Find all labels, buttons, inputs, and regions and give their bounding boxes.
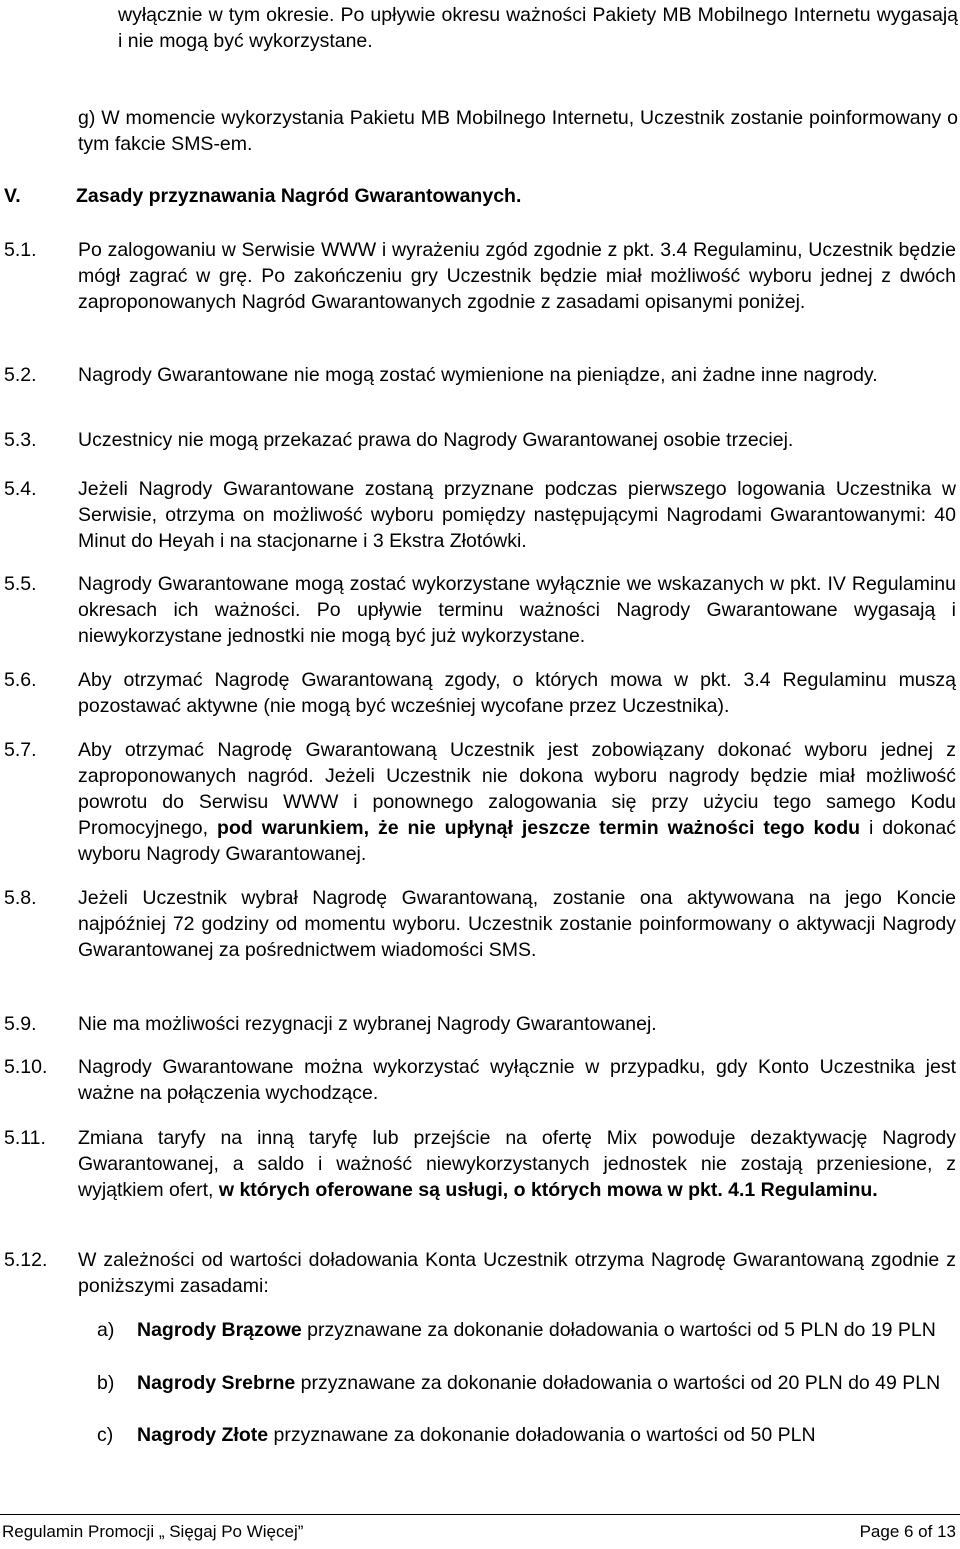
rule-text-part: Zmiana taryfy na inną taryfę lub przejście na ofertę Mix powoduje dezaktywację Nagrody Gwarantowanej, a saldo i ważność niewykorzystanych jednostek nie zostają przeniesione, z wyjątkiem ofert,	[78, 1127, 956, 1201]
prize-rule-label: c)	[97, 1424, 114, 1446]
rule-text-part: i dokonać wyboru Nagrody Gwarantowanej.	[78, 817, 957, 865]
rule-text	[78, 571, 956, 649]
prize-rule-text	[137, 1422, 956, 1448]
intro-item-g-text: g) W momencie wykorzystania Pakietu MB Mobilnego Internetu, Uczestnik zostanie poinformowany o tym fakcie SMS-em.	[78, 107, 958, 155]
rule-text-bold: w których oferowane są usługi, o których mowa w pkt. 4.1 Regulaminu.	[218, 1179, 878, 1201]
rule-text-part: Po zalogowaniu w Serwisie WWW i wyrażeniu zgód zgodnie z pkt. 3.4 Regulaminu, Uczestnik będzie mógł zagrać w grę. Po zakończeniu gry Uczestnik będzie miał możliwość wyboru jednej z dwóch zaproponowanych Nagród Gwarantowanych zgodnie z zasadami opisanymi poniżej.	[78, 239, 956, 313]
rule-text-part: Nie ma możliwości rezygnacji z wybranej Nagrody Gwarantowanej.	[78, 1013, 657, 1035]
rule-text	[78, 667, 956, 719]
rule-text	[78, 737, 956, 867]
prize-rule-item	[97, 1370, 956, 1396]
rule-number: 5.1.	[4, 239, 37, 261]
rule-item	[4, 1054, 956, 1106]
section-title: Zasady przyznawania Nagród Gwarantowanych.	[76, 185, 522, 207]
rule-number: 5.3.	[4, 429, 37, 451]
rule-item	[4, 237, 956, 315]
rule-text	[78, 1247, 956, 1299]
intro-paragraph	[118, 2, 958, 54]
intro-text: wyłącznie w tym okresie. Po upływie okresu ważności Pakiety MB Mobilnego Internetu wygasają i nie mogą być wykorzystane.	[118, 4, 958, 52]
prize-tier-name: Nagrody Złote	[137, 1424, 269, 1446]
footer-page-number: Page 6 of 13	[859, 1522, 956, 1541]
rule-number: 5.8.	[4, 887, 37, 909]
rule-item	[4, 476, 956, 554]
prize-rule-label: b)	[97, 1372, 115, 1394]
rule-item	[4, 1247, 956, 1299]
prize-rule-item	[97, 1422, 956, 1448]
prize-tier-name: Nagrody Srebrne	[137, 1372, 296, 1394]
rule-number: 5.5.	[4, 573, 37, 595]
rule-text-part: Nagrody Gwarantowane mogą zostać wykorzystane wyłącznie we wskazanych w pkt. IV Regulaminu okresach ich ważności. Po upływie terminu ważności Nagrody Gwarantowane wygasają i niewykorzystane jednostki nie mogą być już wykorzystane.	[78, 573, 956, 647]
rule-text	[78, 427, 956, 453]
rule-text	[78, 1054, 956, 1106]
intro-item-g	[78, 105, 958, 157]
rule-number: 5.2.	[4, 364, 37, 386]
rule-number: 5.4.	[4, 478, 37, 500]
footer-document-title: Regulamin Promocji „ Sięgaj Po Więcej”	[2, 1522, 304, 1541]
rule-number: 5.9.	[4, 1013, 37, 1035]
footer-divider	[0, 1514, 960, 1515]
rule-number: 5.7.	[4, 739, 37, 761]
prize-rule-description: przyznawane za dokonanie doładowania o wartości od 20 PLN do 49 PLN	[295, 1372, 941, 1394]
rule-item	[4, 1011, 956, 1037]
rule-text	[78, 237, 956, 315]
rule-item	[4, 571, 956, 649]
rule-number: 5.10.	[4, 1056, 48, 1078]
section-heading	[4, 183, 904, 209]
rule-text-part: Nagrody Gwarantowane nie mogą zostać wymienione na pieniądze, ani żadne inne nagrody.	[78, 364, 878, 386]
prize-rule-description: przyznawane za dokonanie doładowania o wartości od 50 PLN	[268, 1424, 816, 1446]
section-number: V.	[4, 185, 21, 207]
rule-text-part: Aby otrzymać Nagrodę Gwarantowaną Uczestnik jest zobowiązany dokonać wyboru jednej z zaproponowanych nagród. Jeżeli Uczestnik nie dokona wyboru nagrody będzie miał możliwość powrotu do Serwisu WWW i ponownego zalogowania się przy użyciu tego samego Kodu Promocyjnego,	[78, 739, 956, 839]
rule-item	[4, 427, 956, 453]
prize-tier-name: Nagrody Brązowe	[137, 1319, 302, 1341]
rule-item	[4, 667, 956, 719]
rule-text-part: W zależności od wartości doładowania Konta Uczestnik otrzyma Nagrodę Gwarantowaną zgodnie z poniższymi zasadami:	[78, 1249, 956, 1297]
prize-rule-text	[137, 1317, 956, 1343]
rule-text-part: Uczestnicy nie mogą przekazać prawa do Nagrody Gwarantowanej osobie trzeciej.	[78, 429, 794, 451]
rule-item	[4, 737, 956, 867]
rule-text-part: Aby otrzymać Nagrodę Gwarantowaną zgody, o których mowa w pkt. 3.4 Regulaminu muszą pozostawać aktywne (nie mogą być wcześniej wycofane przez Uczestnika).	[78, 669, 956, 717]
rule-text	[78, 476, 956, 554]
rule-text-part: Jeżeli Nagrody Gwarantowane zostaną przyznane podczas pierwszego logowania Uczestnika w Serwisie, otrzyma on możliwość wyboru pomiędzy następującymi Nagrodami Gwarantowanymi: 40 Minut do Heyah i na stacjonarne i 3 Ekstra Złotówki.	[78, 478, 956, 552]
rule-item	[4, 1125, 956, 1203]
prize-rule-text	[137, 1370, 956, 1396]
rule-text-part: Nagrody Gwarantowane można wykorzystać wyłącznie w przypadku, gdy Konto Uczestnika jest ważne na połączenia wychodzące.	[78, 1056, 956, 1104]
rule-number: 5.12.	[4, 1249, 48, 1271]
prize-rule-description: przyznawane za dokonanie doładowania o wartości od 5 PLN do 19 PLN	[301, 1319, 936, 1341]
rule-number: 5.6.	[4, 669, 37, 691]
rule-text-part: Jeżeli Uczestnik wybrał Nagrodę Gwarantowaną, zostanie ona aktywowana na jego Koncie najpóźniej 72 godziny od momentu wyboru. Uczestnik zostanie poinformowany o aktywacji Nagrody Gwarantowanej za pośrednictwem wiadomości SMS.	[78, 887, 956, 961]
rule-text	[78, 1011, 956, 1037]
rule-text	[78, 885, 956, 963]
rule-text	[78, 362, 956, 388]
rule-item	[4, 885, 956, 963]
rule-item	[4, 362, 956, 388]
rule-text	[78, 1125, 956, 1203]
rule-text-bold: pod warunkiem, że nie upłynął jeszcze termin ważności tego kodu	[217, 817, 861, 839]
prize-rule-item	[97, 1317, 956, 1343]
prize-rule-label: a)	[97, 1319, 115, 1341]
rule-number: 5.11.	[4, 1127, 46, 1149]
